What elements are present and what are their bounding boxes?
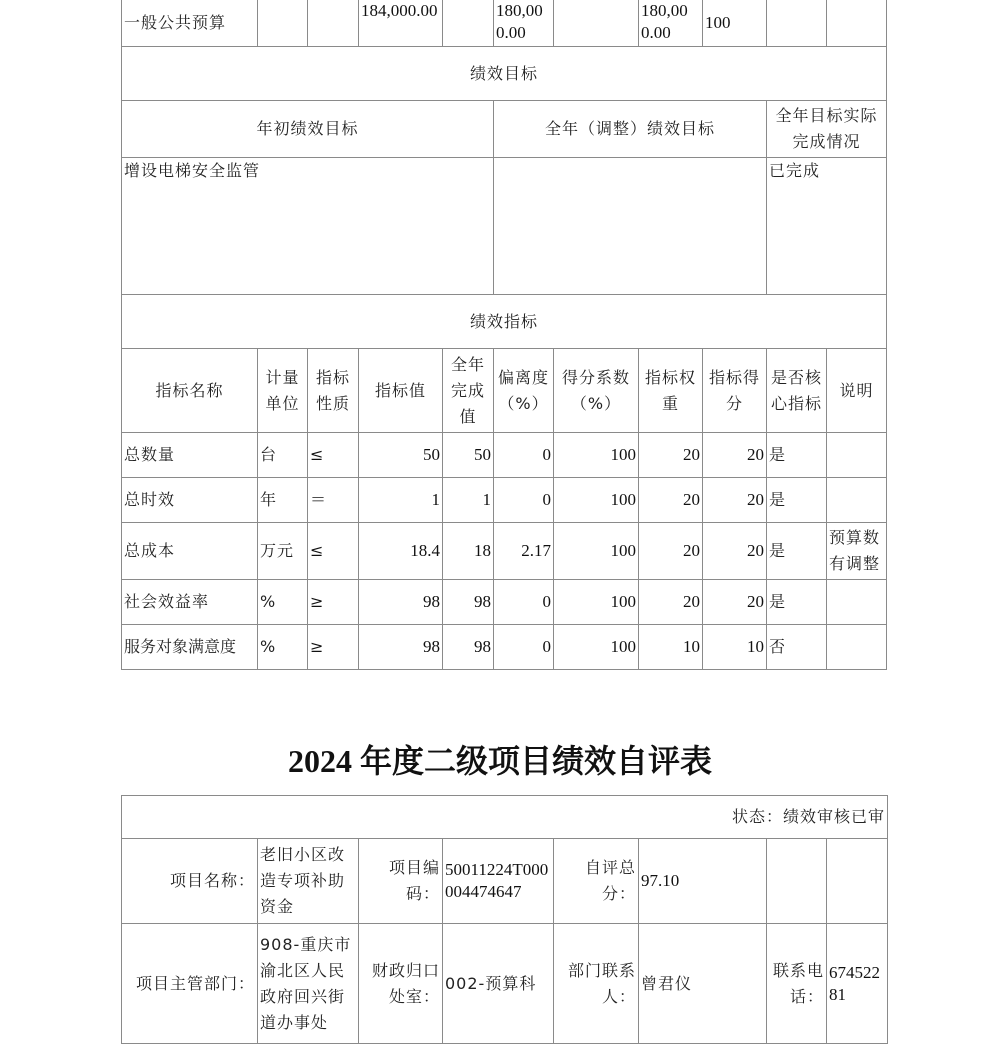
indicator-core: 是 [767,523,827,580]
indicator-weight: 20 [639,580,703,625]
indicator-name: 总时效 [122,478,258,523]
empty-cell [767,839,827,924]
project-code-label: 项目编码： [359,839,443,924]
table-row [122,625,887,670]
indicator-actual: 18 [443,523,494,580]
indicator-deviation: 0 [494,433,554,478]
indicator-score: 20 [703,478,767,523]
goals-header-initial: 年初绩效目标 [122,101,494,158]
indicator-coef: 100 [554,580,639,625]
indicator-deviation: 0 [494,625,554,670]
table-row [122,523,887,580]
indicator-coef: 100 [554,478,639,523]
indicator-actual: 98 [443,580,494,625]
indicator-target: 18.4 [359,523,443,580]
indicator-deviation: 2.17 [494,523,554,580]
col-header: 是否核心指标 [767,349,827,433]
indicator-unit: % [258,580,308,625]
empty-cell [827,839,888,924]
indicator-nature: ≤ [308,523,359,580]
indicator-coef: 100 [554,625,639,670]
indicator-core: 否 [767,625,827,670]
budget-cell [767,0,827,47]
project-name-label: 项目名称： [122,839,258,924]
indicator-target: 50 [359,433,443,478]
indicator-name: 社会效益率 [122,580,258,625]
indicator-nature: ≥ [308,625,359,670]
phone-label: 联系电话： [767,924,827,1044]
budget-cell [827,0,887,47]
adjusted-goal [494,158,767,295]
project-name: 老旧小区改造专项补助资金 [258,839,359,924]
indicator-score: 20 [703,433,767,478]
col-header: 计量单位 [258,349,308,433]
indicator-target: 98 [359,625,443,670]
indicator-core: 是 [767,433,827,478]
indicator-actual: 98 [443,625,494,670]
project-code: 50011224T000004474647 [443,839,554,924]
col-header: 指标得分 [703,349,767,433]
indicator-name: 服务对象满意度 [122,625,258,670]
self-score-label: 自评总分： [554,839,639,924]
page-title: 2024 年度二级项目绩效自评表 [287,743,712,779]
indicator-deviation: 0 [494,580,554,625]
indicator-core: 是 [767,580,827,625]
table-row [122,580,887,625]
budget-cell [308,0,359,47]
finance-office: 002-预算科 [443,924,554,1044]
dept: 908-重庆市渝北区人民政府回兴街道办事处 [258,924,359,1044]
goal-completion: 已完成 [767,158,887,295]
col-header: 全年完成值 [443,349,494,433]
adjusted-budget: 180,000.00 [494,0,554,47]
col-header: 说明 [827,349,887,433]
indicator-note [827,433,887,478]
executed-amount: 180,000.00 [639,0,703,47]
col-header: 指标值 [359,349,443,433]
performance-table [121,0,887,670]
indicator-actual: 1 [443,478,494,523]
indicator-name: 总数量 [122,433,258,478]
budget-row [122,0,887,47]
indicator-note [827,625,887,670]
contact: 曾君仪 [639,924,767,1044]
indicator-unit: 台 [258,433,308,478]
indicator-nature: ≤ [308,433,359,478]
self-score: 97.10 [639,839,767,924]
col-header: 指标名称 [122,349,258,433]
indicator-coef: 100 [554,523,639,580]
initial-goal: 增设电梯安全监管 [122,158,494,295]
budget-cell [258,0,308,47]
table-row [122,478,887,523]
indicator-weight: 20 [639,478,703,523]
indicator-unit: 年 [258,478,308,523]
col-header: 得分系数（%） [554,349,639,433]
indicator-weight: 10 [639,625,703,670]
indicators-header-row [122,349,887,433]
indicator-weight: 20 [639,433,703,478]
indicator-score: 20 [703,523,767,580]
phone: 67452281 [827,924,888,1044]
indicators-section-title: 绩效指标 [122,295,887,349]
budget-type: 一般公共预算 [122,0,258,47]
status-badge: 状态：绩效审核已审 [122,796,888,839]
indicator-deviation: 0 [494,478,554,523]
indicator-coef: 100 [554,433,639,478]
indicator-target: 1 [359,478,443,523]
indicator-weight: 20 [639,523,703,580]
indicator-core: 是 [767,478,827,523]
indicator-note [827,478,887,523]
budget-cell [554,0,639,47]
goals-header-adjusted: 全年（调整）绩效目标 [494,101,767,158]
indicator-nature: ＝ [308,478,359,523]
finance-office-label: 财政归口处室： [359,924,443,1044]
indicator-name: 总成本 [122,523,258,580]
col-header: 指标权重 [639,349,703,433]
indicator-score: 10 [703,625,767,670]
annual-budget: 184,000.00 [359,0,443,47]
indicator-score: 20 [703,580,767,625]
table-row [122,433,887,478]
indicator-note: 预算数有调整 [827,523,887,580]
dept-label: 项目主管部门： [122,924,258,1044]
indicator-target: 98 [359,580,443,625]
indicator-nature: ≥ [308,580,359,625]
indicator-note [827,580,887,625]
goals-header-completion: 全年目标实际完成情况 [767,101,887,158]
self-evaluation-form [121,795,888,1044]
budget-cell [443,0,494,47]
indicator-actual: 50 [443,433,494,478]
contact-label: 部门联系人： [554,924,639,1044]
execution-rate: 100 [703,0,767,47]
indicator-unit: 万元 [258,523,308,580]
col-header: 偏离度（%） [494,349,554,433]
col-header: 指标性质 [308,349,359,433]
goals-section-title: 绩效目标 [122,47,887,101]
indicator-unit: % [258,625,308,670]
